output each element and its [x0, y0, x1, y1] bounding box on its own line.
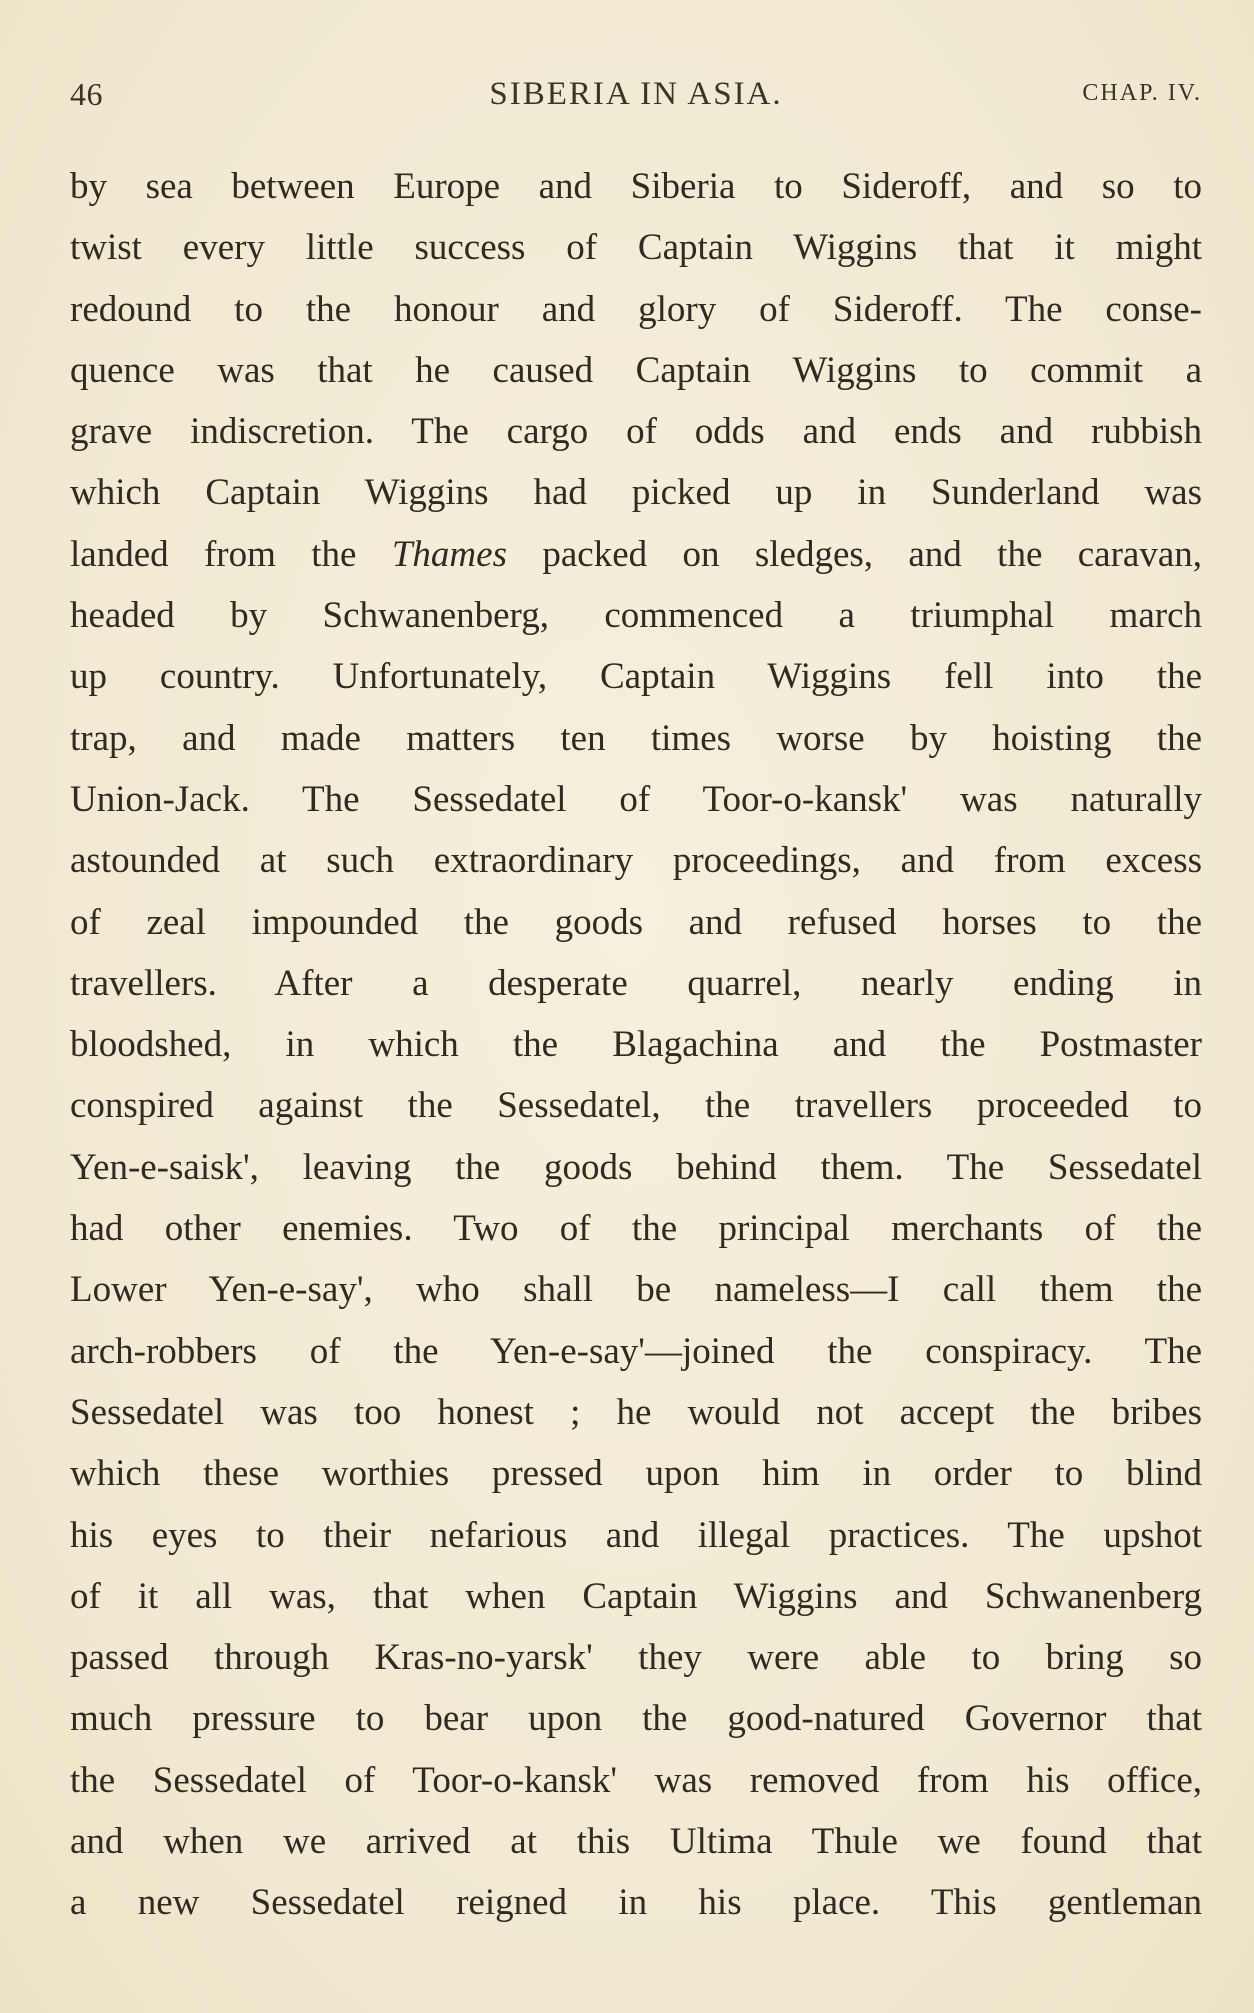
text-line: redound to the honour and glory of Sideroff. The conse-	[70, 288, 1202, 330]
body-text	[70, 156, 1202, 1934]
text-line-with-italic	[70, 524, 1202, 585]
text-line: twist every little success of Captain Wiggins that it might	[70, 227, 1202, 269]
text-line: headed by Schwanenberg, commenced a triumphal march	[70, 595, 1202, 637]
text-line: a new Sessedatel reigned in his place. This gentleman	[70, 1882, 1202, 1924]
text-line: Yen-e-saisk', leaving the goods behind them. The Sessedatel	[70, 1146, 1202, 1188]
text-line: bloodshed, in which the Blagachina and the Postmaster	[70, 1024, 1202, 1066]
text-line: Sessedatel was too honest ; he would not accept the bribes	[70, 1391, 1202, 1433]
text-line: trap, and made matters ten times worse by hoisting the	[70, 717, 1202, 759]
text-line: passed through Kras-no-yarsk' they were able to bring so	[70, 1637, 1202, 1679]
text-line: which these worthies pressed upon him in order to blind	[70, 1453, 1202, 1495]
text-line: Union-Jack. The Sessedatel of Toor-o-kansk' was naturally	[70, 778, 1202, 820]
text-line: arch-robbers of the Yen-e-say'—joined the conspiracy. The	[70, 1330, 1202, 1372]
text-line: much pressure to bear upon the good-natured Governor that	[70, 1698, 1202, 1740]
text-line: quence was that he caused Captain Wiggins to commit a	[70, 349, 1202, 391]
text-line: had other enemies. Two of the principal merchants of the	[70, 1208, 1202, 1250]
text-line: travellers. After a desperate quarrel, nearly ending in	[70, 962, 1202, 1004]
running-head	[70, 76, 1202, 126]
text-line: by sea between Europe and Siberia to Sideroff, and so to	[70, 166, 1202, 207]
text-line: and when we arrived at this Ultima Thule we found that	[70, 1821, 1202, 1863]
text-line: Lower Yen-e-say', who shall be nameless—I call them the	[70, 1269, 1202, 1311]
text-fragment: landed from the	[70, 533, 392, 575]
text-line: of zeal impounded the goods and refused horses to the	[70, 901, 1202, 943]
text-line: grave indiscretion. The cargo of odds and ends and rubbish	[70, 411, 1202, 453]
text-line: which Captain Wiggins had picked up in Sunderland was	[70, 472, 1202, 514]
running-title: SIBERIA IN ASIA.	[489, 76, 783, 112]
text-line: his eyes to their nefarious and illegal practices. The upshot	[70, 1514, 1202, 1556]
chapter-label: CHAP. IV.	[1082, 80, 1202, 106]
text-line: of it all was, that when Captain Wiggins and Schwanenberg	[70, 1575, 1202, 1617]
ship-name-italic: Thames	[391, 533, 507, 575]
text-fragment: packed on sledges, and the caravan,	[506, 533, 1203, 575]
text-line: conspired against the Sessedatel, the travellers proceeded to	[70, 1085, 1202, 1127]
page-number: 46	[70, 76, 103, 112]
text-line: astounded at such extraordinary proceedings, and from excess	[70, 840, 1202, 882]
text-line: up country. Unfortunately, Captain Wiggins fell into the	[70, 656, 1202, 698]
text-line: the Sessedatel of Toor-o-kansk' was removed from his office,	[70, 1759, 1202, 1801]
